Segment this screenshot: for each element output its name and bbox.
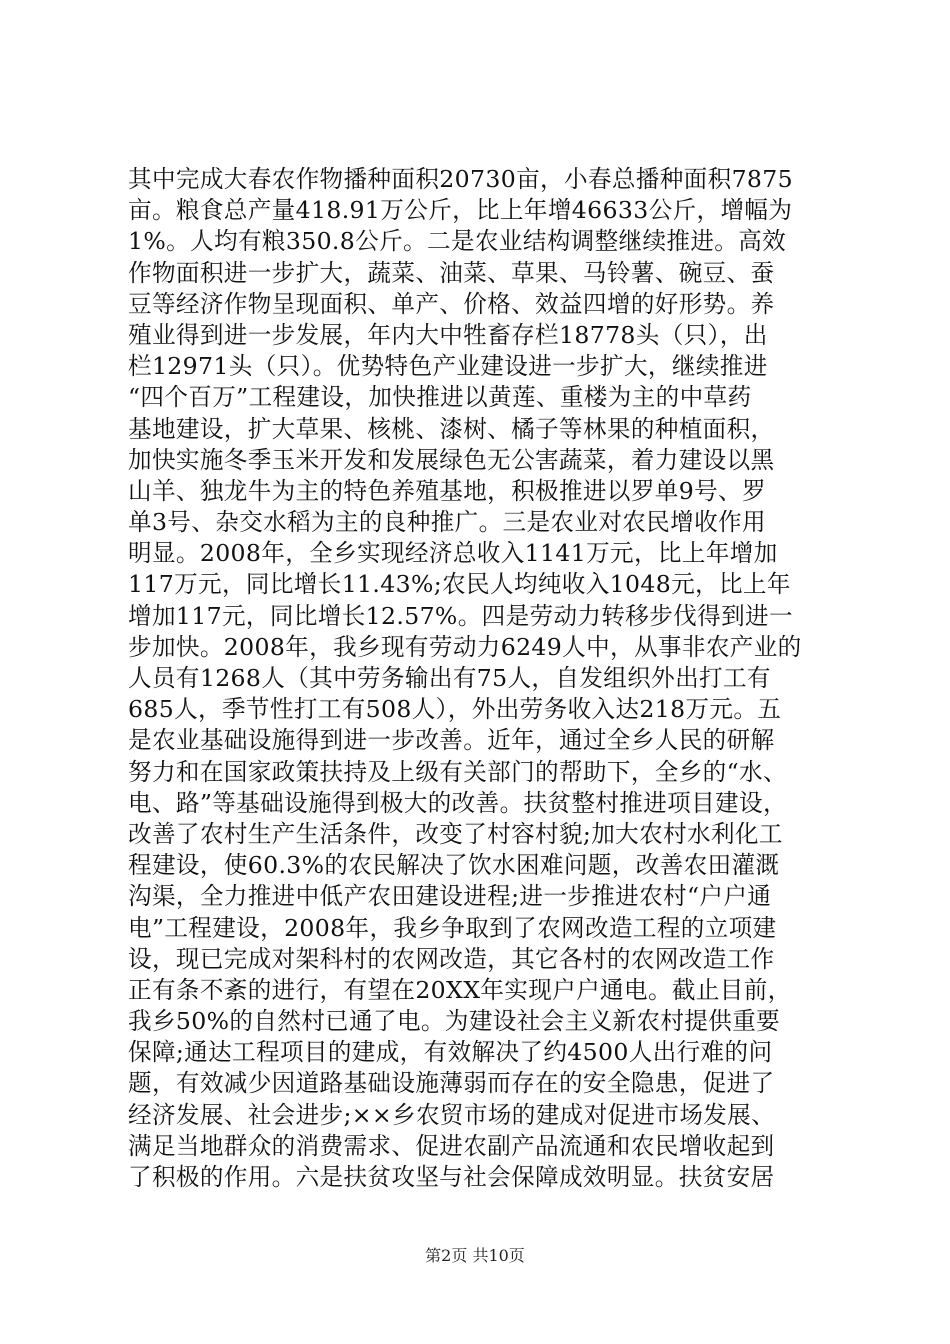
text-line: 了积极的作用。六是扶贫攻坚与社会保障成效明显。扶贫安居 bbox=[128, 1163, 775, 1191]
body-text bbox=[128, 164, 838, 1193]
text-line: 明显。2008年，全乡实现经济总收入1141万元，比上年增加 bbox=[128, 539, 778, 568]
text-line: 正有条不紊的进行，有望在20XX年实现户户通电。截止目前， bbox=[128, 975, 792, 1004]
text-line: 满足当地群众的消费需求、促进农副产品流通和农民增收起到 bbox=[128, 1131, 775, 1160]
text-line: 基地建设，扩大草果、核桃、漆树、橘子等林果的种植面积， bbox=[128, 414, 775, 443]
text-line: 我乡50%的自然村已通了电。为建设社会主义新农村提供重要 bbox=[128, 1007, 781, 1036]
text-line: 人员有1268人（其中劳务输出有75人，自发组织外出打工有 bbox=[128, 664, 771, 692]
text-line: 作物面积进一步扩大，蔬菜、油菜、草果、马铃薯、碗豆、蚕 bbox=[128, 258, 775, 287]
text-line: 殖业得到进一步发展，年内大中牲畜存栏18778头（只），出 bbox=[128, 320, 768, 349]
text-line: 山羊、独龙牛为主的特色养殖基地，积极推进以罗单9号、罗 bbox=[128, 476, 766, 505]
text-line: 亩。粮食总产量418.91万公斤，比上年增46633公斤，增幅为 bbox=[128, 196, 793, 225]
text-line: “四个百万”工程建设，加快推进以黄莲、重楼为主的中草药 bbox=[128, 383, 752, 412]
text-line: 117万元，同比增长11.43%;农民人均纯收入1048元，比上年 bbox=[128, 570, 791, 599]
text-line: 685人，季节性打工有508人），外出劳务收入达218万元。五 bbox=[128, 695, 782, 724]
text-line: 努力和在国家政策扶持及上级有关部门的帮助下，全乡的“水、 bbox=[128, 757, 787, 786]
text-line: 加快实施冬季玉米开发和发展绿色无公害蔬菜，着力建设以黑 bbox=[128, 445, 775, 474]
text-line: 豆等经济作物呈现面积、单产、价格、效益四增的好形势。养 bbox=[128, 289, 775, 318]
text-line: 题，有效减少因道路基础设施薄弱而存在的安全隐患，促进了 bbox=[128, 1069, 775, 1098]
text-line: 保障;通达工程项目的建成，有效解决了约4500人出行难的问 bbox=[128, 1038, 773, 1067]
text-line: 沟渠，全力推进中低产农田建设进程;进一步推进农村“户户通 bbox=[128, 882, 772, 911]
page-footer bbox=[0, 1246, 950, 1266]
text-line: 是农业基础设施得到进一步改善。近年，通过全乡人民的研解 bbox=[128, 726, 775, 755]
text-line: 步加快。2008年，我乡现有劳动力6249人中，从事非农产业的 bbox=[128, 632, 802, 661]
page-number: 第2页 共10页 bbox=[425, 1246, 525, 1265]
text-line: 改善了农村生产生活条件，改变了村容村貌;加大农村水利化工 bbox=[128, 819, 783, 848]
text-line: 增加117元，同比增长12.57%。四是劳动力转移步伐得到进一 bbox=[128, 601, 793, 630]
text-line: 其中完成大春农作物播种面积20730亩，小春总播种面积7875 bbox=[128, 165, 794, 193]
text-line: 程建设，使60.3%的农民解决了饮水困难问题，改善农田灌溉 bbox=[128, 851, 780, 880]
text-line: 电”工程建设，2008年，我乡争取到了农网改造工程的立项建 bbox=[128, 913, 777, 942]
text-line: 设，现已完成对架科村的农网改造，其它各村的农网改造工作 bbox=[128, 944, 775, 973]
text-line: 栏12971头（只）。优势特色产业建设进一步扩大，继续推进 bbox=[128, 352, 768, 381]
text-line: 电、路”等基础设施得到极大的改善。扶贫整村推进项目建设， bbox=[128, 788, 787, 817]
text-line: 经济发展、社会进步;××乡农贸市场的建成对促进市场发展、 bbox=[128, 1100, 776, 1129]
text-line: 1%。人均有粮350.8公斤。二是农业结构调整继续推进。高效 bbox=[128, 227, 787, 256]
text-line: 单3号、杂交水稻为主的良种推广。三是农业对农民增收作用 bbox=[128, 508, 766, 537]
